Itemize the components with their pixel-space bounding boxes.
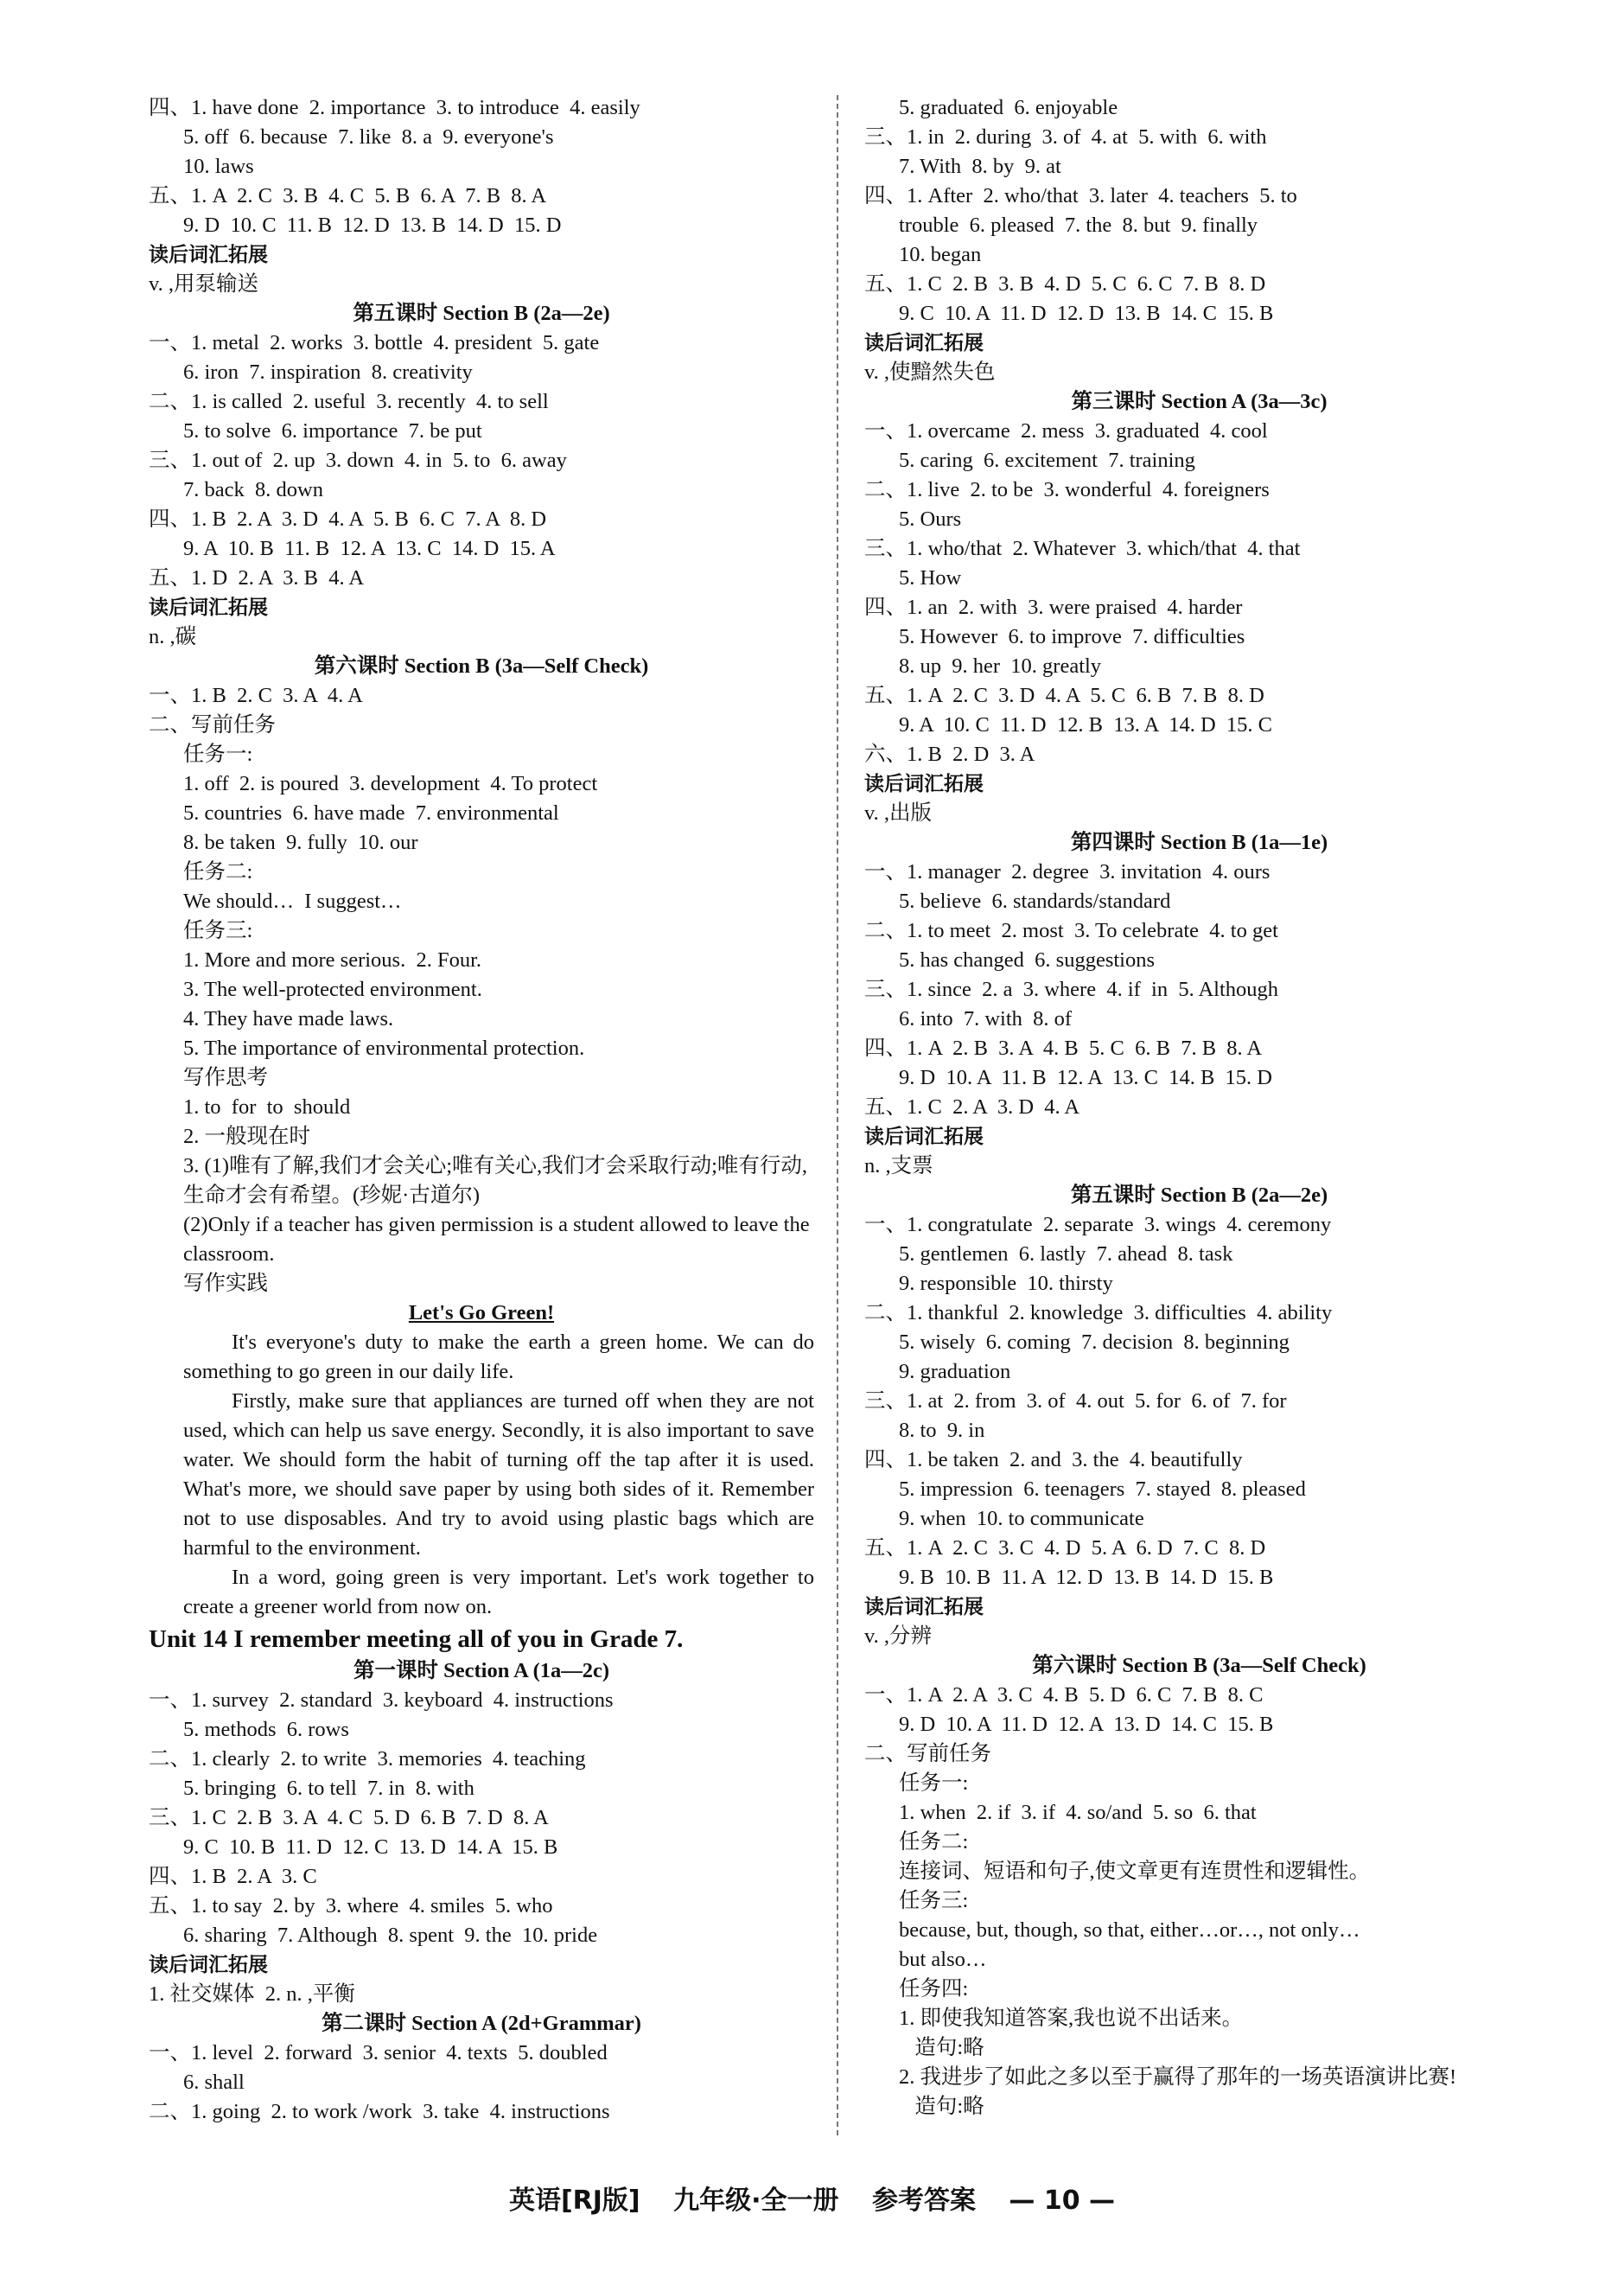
- answer-line: 三、1. at 2. from 3. of 4. out 5. for 6. of 7. for: [864, 1389, 1287, 1413]
- answer-line: 5. believe 6. standards/standard: [899, 890, 1171, 913]
- answer-line: 任务四:: [899, 1977, 969, 2001]
- answer-line: 7. With 8. by 9. at: [899, 155, 1061, 178]
- answer-line: 5. countries 6. have made 7. environmental: [183, 801, 559, 825]
- answer-line: 3. The well-protected environment.: [183, 978, 482, 1001]
- answer-line: 写作思考: [183, 1066, 268, 1089]
- answer-line: 9. D 10. A 11. D 12. A 13. D 14. C 15. B: [899, 1713, 1274, 1736]
- answer-line: 四、1. B 2. A 3. C: [149, 1865, 317, 1888]
- answer-line: 5. gentlemen 6. lastly 7. ahead 8. task: [899, 1242, 1233, 1266]
- answer-line: 5. wisely 6. coming 7. decision 8. beginning: [899, 1331, 1290, 1354]
- answer-line: 5. to solve 6. importance 7. be put: [183, 419, 482, 443]
- section-heading: 读后词汇拓展: [864, 1596, 984, 1618]
- lesson-title: 第四课时 Section B (1a—1e): [1070, 831, 1328, 854]
- answer-line: 二、1. going 2. to work /work 3. take 4. instructions: [149, 2100, 610, 2123]
- answer-line: v. ,分辨: [864, 1624, 933, 1648]
- page-number: — 10 —: [1009, 2186, 1116, 2216]
- answer-line: 四、1. be taken 2. and 3. the 4. beautifully: [864, 1448, 1243, 1471]
- answer-line: n. ,碳: [149, 625, 197, 648]
- footer-subject: 英语[RJ版]: [508, 2186, 640, 2216]
- answer-line: (2)Only if a teacher has given permission is a student allowed to leave the classroom.: [183, 1213, 810, 1266]
- answer-line: 一、1. survey 2. standard 3. keyboard 4. instructions: [149, 1688, 614, 1712]
- answer-line: 8. up 9. her 10. greatly: [899, 654, 1102, 678]
- answer-line: 1. 即使我知道答案,我也说不出话来。: [899, 2007, 1244, 2030]
- answer-line: 8. to 9. in: [899, 1419, 985, 1442]
- answer-line: 四、1. After 2. who/that 3. later 4. teachers 5. to: [864, 184, 1297, 207]
- page-footer: [0, 2179, 1624, 2217]
- answer-line: 5. graduated 6. enjoyable: [899, 96, 1118, 119]
- answer-line: 三、1. who/that 2. Whatever 3. which/that 4. that: [864, 537, 1301, 560]
- answer-line: 5. The importance of environmental protection.: [183, 1037, 585, 1060]
- answer-line: 一、1. level 2. forward 3. senior 4. texts 5. doubled: [149, 2041, 608, 2064]
- answer-line: 3. (1)唯有了解,我们才会关心;唯有关心,我们才会采取行动;唯有行动,生命才会有希望。(珍妮·古道尔): [183, 1154, 808, 1207]
- answer-line: 任务二:: [899, 1830, 969, 1854]
- answer-line: 三、1. since 2. a 3. where 4. if in 5. Although: [864, 978, 1279, 1001]
- answer-line: 五、1. D 2. A 3. B 4. A: [149, 566, 365, 590]
- answer-line: 9. when 10. to communicate: [899, 1507, 1144, 1530]
- answer-line: 一、1. A 2. A 3. C 4. B 5. D 6. C 7. B 8. C: [864, 1683, 1264, 1707]
- answer-line: 造句:略: [899, 2095, 984, 2118]
- answer-line: 任务三:: [183, 919, 253, 942]
- answer-line: 1. when 2. if 3. if 4. so/and 5. so 6. that: [899, 1801, 1257, 1824]
- answer-line: 一、1. B 2. C 3. A 4. A: [149, 684, 363, 707]
- answer-line: 6. shall: [183, 2071, 245, 2094]
- footer-grade: 九年级·全一册: [673, 2186, 839, 2216]
- answer-line: n. ,支票: [864, 1154, 933, 1177]
- answer-line: 8. be taken 9. fully 10. our: [183, 831, 418, 854]
- left-column: [149, 93, 814, 2127]
- answer-line: 1. More and more serious. 2. Four.: [183, 948, 481, 972]
- lesson-title: 第五课时 Section B (2a—2e): [1070, 1184, 1328, 1207]
- answer-line: 1. 社交媒体 2. n. ,平衡: [149, 1982, 355, 2006]
- section-heading: 读后词汇拓展: [149, 244, 268, 266]
- lesson-title: 第五课时 Section B (2a—2e): [353, 302, 610, 325]
- answer-line: 五、1. C 2. A 3. D 4. A: [864, 1095, 1080, 1119]
- answer-line: 连接词、短语和句子,使文章更有连贯性和逻辑性。: [899, 1860, 1371, 1883]
- answer-line: v. ,出版: [864, 801, 933, 825]
- answer-line: 四、1. B 2. A 3. D 4. A 5. B 6. C 7. A 8. D: [149, 507, 547, 531]
- right-column: [864, 93, 1534, 2122]
- answer-line: 五、1. to say 2. by 3. where 4. smiles 5. who: [149, 1894, 553, 1918]
- answer-line: 5. bringing 6. to tell 7. in 8. with: [183, 1777, 474, 1800]
- answer-line: 5. impression 6. teenagers 7. stayed 8. pleased: [899, 1477, 1306, 1501]
- answer-line: 9. B 10. B 11. A 12. D 13. B 14. D 15. B: [899, 1566, 1274, 1589]
- answer-line: 任务一:: [899, 1771, 969, 1795]
- answer-line: 2. 一般现在时: [183, 1125, 310, 1148]
- answer-line: 一、1. manager 2. degree 3. invitation 4. ours: [864, 860, 1271, 884]
- answer-line: 9. C 10. B 11. D 12. C 13. D 14. A 15. B: [183, 1835, 558, 1859]
- answer-line: 5. methods 6. rows: [183, 1718, 349, 1741]
- answer-line: 9. A 10. C 11. D 12. B 13. A 14. D 15. C: [899, 713, 1272, 737]
- answer-line: 任务一:: [183, 743, 253, 766]
- answer-line: 9. graduation: [899, 1360, 1011, 1383]
- essay-title: Let's Go Green!: [408, 1301, 555, 1324]
- answer-line: v. ,使黯然失色: [864, 361, 996, 384]
- answer-line: 5. How: [899, 566, 962, 590]
- answer-line: 三、1. out of 2. up 3. down 4. in 5. to 6. away: [149, 449, 567, 472]
- answer-line: trouble 6. pleased 7. the 8. but 9. finally: [899, 214, 1258, 237]
- answer-line: 二、1. is called 2. useful 3. recently 4. to sell: [149, 390, 549, 413]
- answer-line: We should… I suggest…: [183, 890, 402, 913]
- answer-line: 5. caring 6. excitement 7. training: [899, 449, 1195, 472]
- answer-line: 5. However 6. to improve 7. difficulties: [899, 625, 1245, 648]
- answer-line: 任务三:: [899, 1889, 969, 1912]
- essay-paragraph: It's everyone's duty to make the earth a green home. We can do something to go green in our daily life.: [183, 1331, 814, 1383]
- answer-line: 9. A 10. B 11. B 12. A 13. C 14. D 15. A: [183, 537, 556, 560]
- answer-line: 四、1. an 2. with 3. were praised 4. harder: [864, 596, 1243, 619]
- answer-line: 6. iron 7. inspiration 8. creativity: [183, 361, 473, 384]
- answer-line: v. ,用泵输送: [149, 272, 259, 296]
- lesson-title: 第一课时 Section A (1a—2c): [353, 1659, 610, 1682]
- footer-label: 参考答案: [871, 2186, 976, 2216]
- answer-line: 1. to for to should: [183, 1095, 351, 1119]
- answer-line: 9. C 10. A 11. D 12. D 13. B 14. C 15. B: [899, 302, 1274, 325]
- section-heading: 读后词汇拓展: [149, 1954, 268, 1976]
- lesson-title: 第六课时 Section B (3a—Self Check): [1032, 1654, 1366, 1677]
- answer-line: 一、1. overcame 2. mess 3. graduated 4. cool: [864, 419, 1268, 443]
- answer-line: 9. D 10. A 11. B 12. A 13. C 14. B 15. D: [899, 1066, 1272, 1089]
- answer-line: 2. 我进步了如此之多以至于赢得了那年的一场英语演讲比赛!: [899, 2065, 1457, 2089]
- answer-line: 一、1. congratulate 2. separate 3. wings 4. ceremony: [864, 1213, 1332, 1236]
- answer-line: 五、1. A 2. C 3. C 4. D 5. A 6. D 7. C 8. D: [864, 1536, 1266, 1560]
- answer-line: 10. began: [899, 243, 982, 266]
- answer-line: 六、1. B 2. D 3. A: [864, 743, 1035, 766]
- answer-line: 五、1. C 2. B 3. B 4. D 5. C 6. C 7. B 8. D: [864, 272, 1266, 296]
- section-heading: 读后词汇拓展: [864, 773, 984, 795]
- answer-line: 6. into 7. with 8. of: [899, 1007, 1073, 1031]
- answer-line: 1. off 2. is poured 3. development 4. To protect: [183, 772, 598, 795]
- essay-paragraph: Firstly, make sure that appliances are turned off when they are not used, which can help us save energy. Secondly, it is also important to save water. We should form the habit of turning off the tap after it is used. What's more, we should save paper by using both sides of it. Remember not to use disposables. And try to avoid using plastic bags which are harmful to the environment.: [183, 1389, 814, 1560]
- answer-line: 6. sharing 7. Although 8. spent 9. the 10. pride: [183, 1924, 598, 1947]
- lesson-title: 第三课时 Section A (3a—3c): [1071, 390, 1328, 413]
- answer-line: because, but, though, so that, either…or…, not only…: [899, 1918, 1360, 1942]
- answer-line: 5. Ours: [899, 507, 962, 531]
- section-heading: 读后词汇拓展: [149, 597, 268, 619]
- answer-line: 7. back 8. down: [183, 478, 323, 501]
- answer-line: 写作实践: [183, 1272, 268, 1295]
- section-heading: 读后词汇拓展: [864, 332, 984, 354]
- unit-title: Unit 14 I remember meeting all of you in Grade 7.: [149, 1625, 684, 1653]
- answer-line: 二、1. clearly 2. to write 3. memories 4. teaching: [149, 1747, 586, 1771]
- answer-line: 10. laws: [183, 155, 254, 178]
- answer-line: 二、写前任务: [864, 1742, 991, 1765]
- answer-line: 五、1. A 2. C 3. D 4. A 5. C 6. B 7. B 8. D: [864, 684, 1264, 707]
- section-heading: 读后词汇拓展: [864, 1126, 984, 1148]
- answer-line: 一、1. metal 2. works 3. bottle 4. president 5. gate: [149, 331, 600, 354]
- answer-line: 二、写前任务: [149, 713, 276, 737]
- answer-line: 二、1. thankful 2. knowledge 3. difficulties 4. ability: [864, 1301, 1333, 1324]
- answer-line: 二、1. to meet 2. most 3. To celebrate 4. to get: [864, 919, 1278, 942]
- answer-line: 4. They have made laws.: [183, 1007, 394, 1031]
- answer-line: 三、1. C 2. B 3. A 4. C 5. D 6. B 7. D 8. A: [149, 1806, 549, 1829]
- answer-line: 9. D 10. C 11. B 12. D 13. B 14. D 15. D: [183, 214, 562, 237]
- answer-line: 四、1. have done 2. importance 3. to introduce 4. easily: [149, 96, 640, 119]
- lesson-title: 第二课时 Section A (2d+Grammar): [322, 2012, 641, 2035]
- lesson-title: 第六课时 Section B (3a—Self Check): [314, 654, 649, 678]
- answer-line: 五、1. A 2. C 3. B 4. C 5. B 6. A 7. B 8. A: [149, 184, 547, 207]
- column-divider: [837, 95, 838, 2135]
- answer-line: 四、1. A 2. B 3. A 4. B 5. C 6. B 7. B 8. A: [864, 1037, 1263, 1060]
- answer-line: 任务二:: [183, 860, 253, 884]
- answer-line: 5. off 6. because 7. like 8. a 9. everyone's: [183, 125, 554, 149]
- answer-line: 造句:略: [899, 2036, 984, 2059]
- essay-paragraph: In a word, going green is very important. Let's work together to create a greener world from now on.: [183, 1566, 814, 1618]
- answer-line: 5. has changed 6. suggestions: [899, 948, 1155, 972]
- answer-line: 二、1. live 2. to be 3. wonderful 4. foreigners: [864, 478, 1270, 501]
- answer-line: 9. responsible 10. thirsty: [899, 1272, 1113, 1295]
- answer-line: 三、1. in 2. during 3. of 4. at 5. with 6. with: [864, 125, 1267, 149]
- answer-line: but also…: [899, 1948, 987, 1971]
